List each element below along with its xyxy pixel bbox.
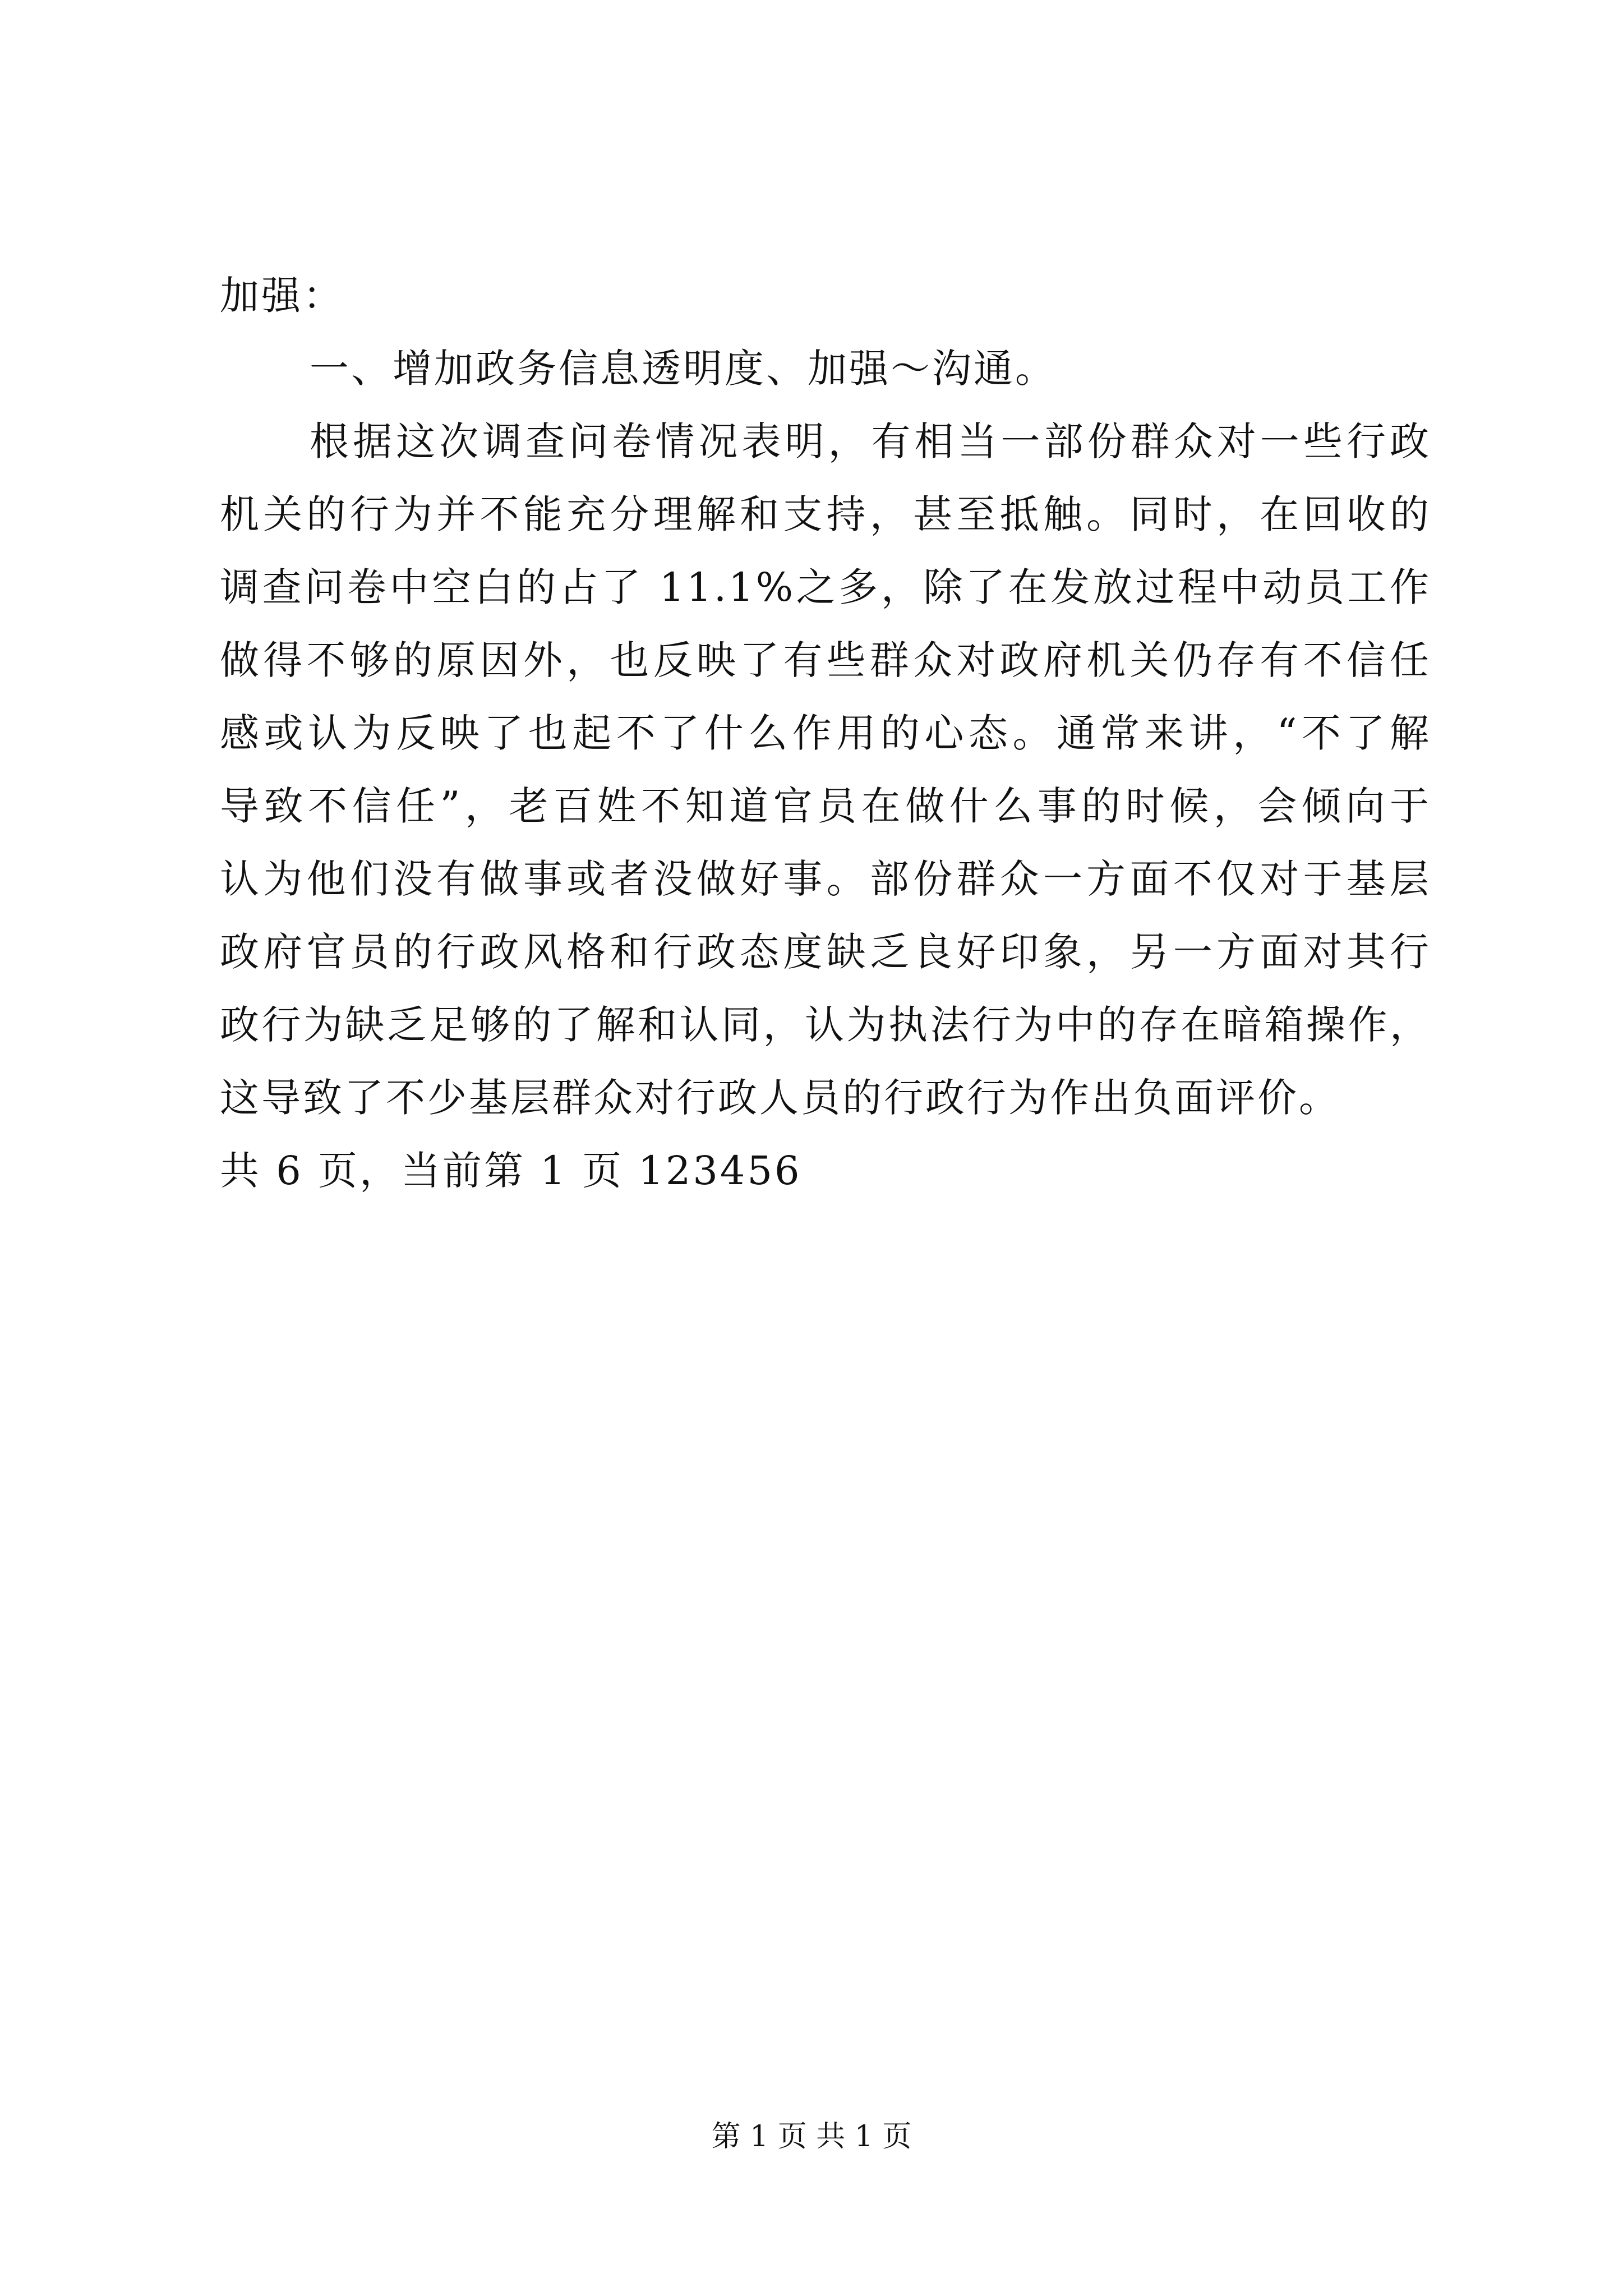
text-line: 认为他们没有做事或者没做好事。部份群众一方面不仅对于基层 (220, 856, 1431, 902)
text-line-heading: 加强： (220, 273, 344, 319)
text-line: 调查问卷中空白的占了 11.1%之多，除了在发放过程中动员工作 (220, 564, 1431, 610)
page-count-line: 共 6 页，当前第 1 页 123456 (220, 1148, 802, 1194)
document-body (220, 259, 1431, 1207)
text-line: 机关的行为并不能充分理解和支持，甚至抵触。同时，在回收的 (220, 491, 1431, 537)
text-line-paragraph-end: 这导致了不少基层群众对行政人员的行政行为作出负面评价。 (220, 1075, 1340, 1121)
text-line: 政府官员的行政风格和行政态度缺乏良好印象，另一方面对其行 (220, 929, 1431, 975)
text-line: 感或认为反映了也起不了什么作用的心态。通常来讲，“不了解 (220, 710, 1431, 756)
text-line: 导致不信任”，老百姓不知道官员在做什么事的时候，会倾向于 (220, 783, 1431, 829)
text-line-section-title: 一、增加政务信息透明度、加强～沟通。 (310, 346, 1057, 392)
page-footer: 第 1 页 共 1 页 (711, 2120, 912, 2154)
text-line: 政行为缺乏足够的了解和认同，认为执法行为中的存在暗箱操作， (220, 1002, 1431, 1048)
text-line: 做得不够的原因外，也反映了有些群众对政府机关仍存有不信任 (220, 637, 1431, 683)
text-line-paragraph-start: 根据这次调查问卷情况表明，有相当一部份群众对一些行政 (310, 418, 1431, 464)
